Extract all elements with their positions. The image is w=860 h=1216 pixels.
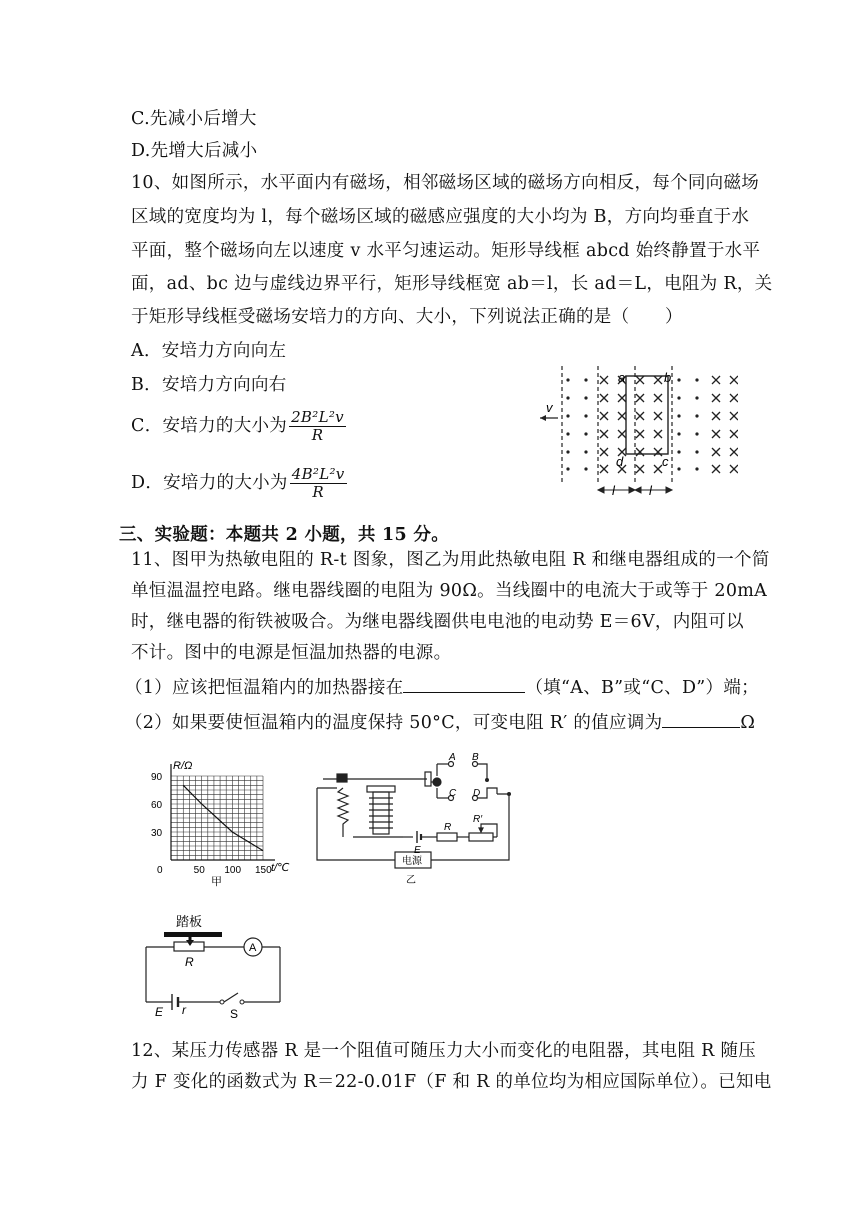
field-in-cross: [618, 394, 626, 402]
battery-e-label: E: [414, 845, 421, 856]
field-in-cross: [730, 448, 738, 456]
field-out-dot: [677, 378, 680, 381]
y-axis-label: R/Ω: [173, 760, 193, 772]
field-in-cross: [636, 430, 644, 438]
field-in-cross: [636, 394, 644, 402]
field-in-cross: [730, 430, 738, 438]
terminal-b-label: B: [472, 752, 479, 763]
field-in-cross: [600, 430, 608, 438]
field-in-cross: [618, 430, 626, 438]
corner-b-label: b: [664, 370, 672, 385]
field-out-dot: [584, 396, 587, 399]
field-in-cross: [600, 465, 608, 473]
field-in-cross: [600, 412, 608, 420]
q10-option-c-fraction: [289, 409, 346, 444]
field-in-cross: [600, 448, 608, 456]
field-in-cross: [712, 376, 720, 384]
ammeter-icon: A: [249, 942, 257, 954]
field-in-cross: [712, 465, 720, 473]
x-tick-label: 50: [193, 865, 205, 876]
q10-stem-line-5: 于矩形导线框受磁场安培力的方向、大小，下列说法正确的是（ ）: [131, 307, 683, 327]
field-in-cross: [712, 412, 720, 420]
field-in-cross: [654, 412, 662, 420]
field-out-dot: [584, 467, 587, 470]
field-in-cross: [730, 376, 738, 384]
q10-option-c-prefix: C．安培力的大小为: [131, 416, 288, 436]
y-tick-label: 90: [151, 772, 163, 783]
q11-part-2-suffix: Ω: [740, 713, 756, 733]
x-axis-label: t/℃: [271, 862, 290, 874]
x-tick-label: 100: [224, 865, 242, 876]
field-in-cross: [618, 412, 626, 420]
q10-stem-line-4: 面，ad、bc 边与虚线边界平行，矩形导线框宽 ab＝l，长 ad＝L，电阻为 R，关: [131, 274, 773, 294]
q11-part-2-answer-blank[interactable]: [662, 727, 740, 728]
section-3-heading: 三、实验题：本题共 2 小题，共 15 分。: [119, 525, 449, 545]
circuit-caption: 乙: [406, 875, 416, 886]
resistor-r-label: R: [444, 822, 452, 833]
field-out-dot: [566, 467, 569, 470]
y-tick-label: 30: [151, 828, 163, 839]
field-in-cross: [730, 394, 738, 402]
q10-option-a: A．安培力方向向左: [131, 341, 287, 361]
field-out-dot: [695, 378, 698, 381]
q10-option-c-numerator: 2B²L²v: [291, 408, 344, 426]
field-in-cross: [654, 430, 662, 438]
y-tick-label: 60: [151, 800, 163, 811]
q10-option-d-fraction: [290, 466, 347, 501]
pedal-resistor-label: R: [185, 955, 194, 969]
field-out-dot: [695, 467, 698, 470]
graph-caption: 甲: [211, 876, 222, 888]
corner-c-label: c: [662, 454, 669, 469]
q10-stem-line-1: 10、如图所示，水平面内有磁场，相邻磁场区域的磁场方向相反，每个同向磁场: [131, 173, 760, 193]
field-in-cross: [712, 430, 720, 438]
pedal-battery-e-label: E: [155, 1005, 164, 1019]
field-out-dot: [677, 432, 680, 435]
field-in-cross: [600, 376, 608, 384]
pedal-circuit-figure: [138, 908, 298, 1020]
field-in-cross: [654, 465, 662, 473]
field-in-cross: [636, 465, 644, 473]
q12-stem-line-2: 力 F 变化的函数式为 R＝22-0.01F（F 和 R 的单位均为相应国际单位）。已知电: [131, 1072, 772, 1092]
field-out-dot: [695, 432, 698, 435]
field-out-dot: [566, 432, 569, 435]
q10-option-d-denominator: R: [312, 483, 324, 501]
pedal-label: 踏板: [176, 914, 203, 929]
x-tick-label: 150: [255, 865, 272, 876]
field-out-dot: [584, 450, 587, 453]
q11-part-2: [125, 711, 755, 735]
field-in-cross: [654, 448, 662, 456]
corner-a-label: a: [618, 370, 626, 385]
field-out-dot: [695, 450, 698, 453]
q9-option-d: D.先增大后减小: [131, 141, 258, 161]
field-out-dot: [566, 450, 569, 453]
q9-option-c: C.先减小后增大: [131, 109, 257, 129]
magnetic-field-figure: [538, 362, 738, 502]
field-in-cross: [654, 376, 662, 384]
field-out-dot: [566, 396, 569, 399]
q10-stem-line-2: 区域的宽度均为 l，每个磁场区域的磁感应强度的大小均为 B，方向均垂直于水: [131, 207, 750, 227]
field-in-cross: [654, 394, 662, 402]
field-in-cross: [730, 412, 738, 420]
field-in-cross: [712, 448, 720, 456]
q11-stem-line-1: 11、图甲为热敏电阻的 R-t 图象，图乙为用此热敏电阻 R 和继电器组成的一个简: [131, 550, 770, 570]
width-label-2: l: [649, 483, 652, 498]
q10-option-b: B．安培力方向向右: [131, 375, 287, 395]
q11-part-1-prefix: （1）应该把恒温箱内的加热器接在: [125, 678, 404, 698]
velocity-label: v: [546, 400, 553, 415]
q10-option-c: [131, 409, 346, 444]
variable-resistor-label: R′: [473, 814, 483, 825]
field-out-dot: [677, 396, 680, 399]
field-out-dot: [695, 396, 698, 399]
q10-stem-line-3: 平面，整个磁场向左以速度 v 水平匀速运动。矩形导线框 abcd 始终静置于水平: [131, 241, 761, 261]
q11-part-1: [125, 676, 759, 700]
r-t-graph: [143, 758, 293, 888]
field-in-cross: [636, 412, 644, 420]
q11-stem-line-3: 时，继电器的衔铁被吸合。为继电器线圈供电电池的电动势 E＝6V，内阻可以: [131, 612, 744, 632]
corner-d-label: d: [616, 454, 624, 469]
field-out-dot: [584, 432, 587, 435]
field-in-cross: [636, 376, 644, 384]
field-out-dot: [677, 467, 680, 470]
field-out-dot: [677, 414, 680, 417]
q11-part-1-suffix: （填“A、B”或“C、D”）端；: [525, 678, 759, 698]
field-out-dot: [566, 414, 569, 417]
field-in-cross: [636, 448, 644, 456]
q11-stem-line-4: 不计。图中的电源是恒温加热器的电源。: [131, 643, 452, 663]
field-in-cross: [600, 394, 608, 402]
q12-stem-line-1: 12、某压力传感器 R 是一个阻值可随压力大小而变化的电阻器，其电阻 R 随压: [131, 1041, 757, 1061]
x-tick-label: 0: [157, 865, 163, 876]
q10-option-d: [131, 466, 347, 501]
terminal-c-label: C: [449, 788, 457, 799]
width-label-1: l: [612, 483, 615, 498]
field-out-dot: [695, 414, 698, 417]
internal-resistance-label: r: [182, 1003, 186, 1017]
switch-s-label: S: [230, 1007, 239, 1020]
power-supply-label: 电源: [402, 856, 422, 867]
terminal-a-label: A: [449, 752, 456, 763]
q11-part-2-prefix: （2）如果要使恒温箱内的温度保持 50°C，可变电阻 R′ 的值应调为: [125, 713, 663, 733]
q10-option-c-denominator: R: [311, 426, 324, 444]
q10-option-d-numerator: 4B²L²v: [291, 465, 345, 483]
q11-stem-line-2: 单恒温温控电路。继电器线圈的电阻为 90Ω。当线圈中的电流大于或等于 20mA: [131, 581, 768, 601]
q11-part-1-answer-blank[interactable]: [403, 692, 525, 693]
q10-option-d-prefix: D．安培力的大小为: [131, 473, 288, 493]
field-out-dot: [584, 378, 587, 381]
field-in-cross: [730, 465, 738, 473]
field-in-cross: [712, 394, 720, 402]
field-out-dot: [566, 378, 569, 381]
field-out-dot: [677, 450, 680, 453]
terminal-d-label: D: [473, 788, 481, 799]
field-out-dot: [584, 414, 587, 417]
relay-circuit-figure: [313, 752, 523, 887]
